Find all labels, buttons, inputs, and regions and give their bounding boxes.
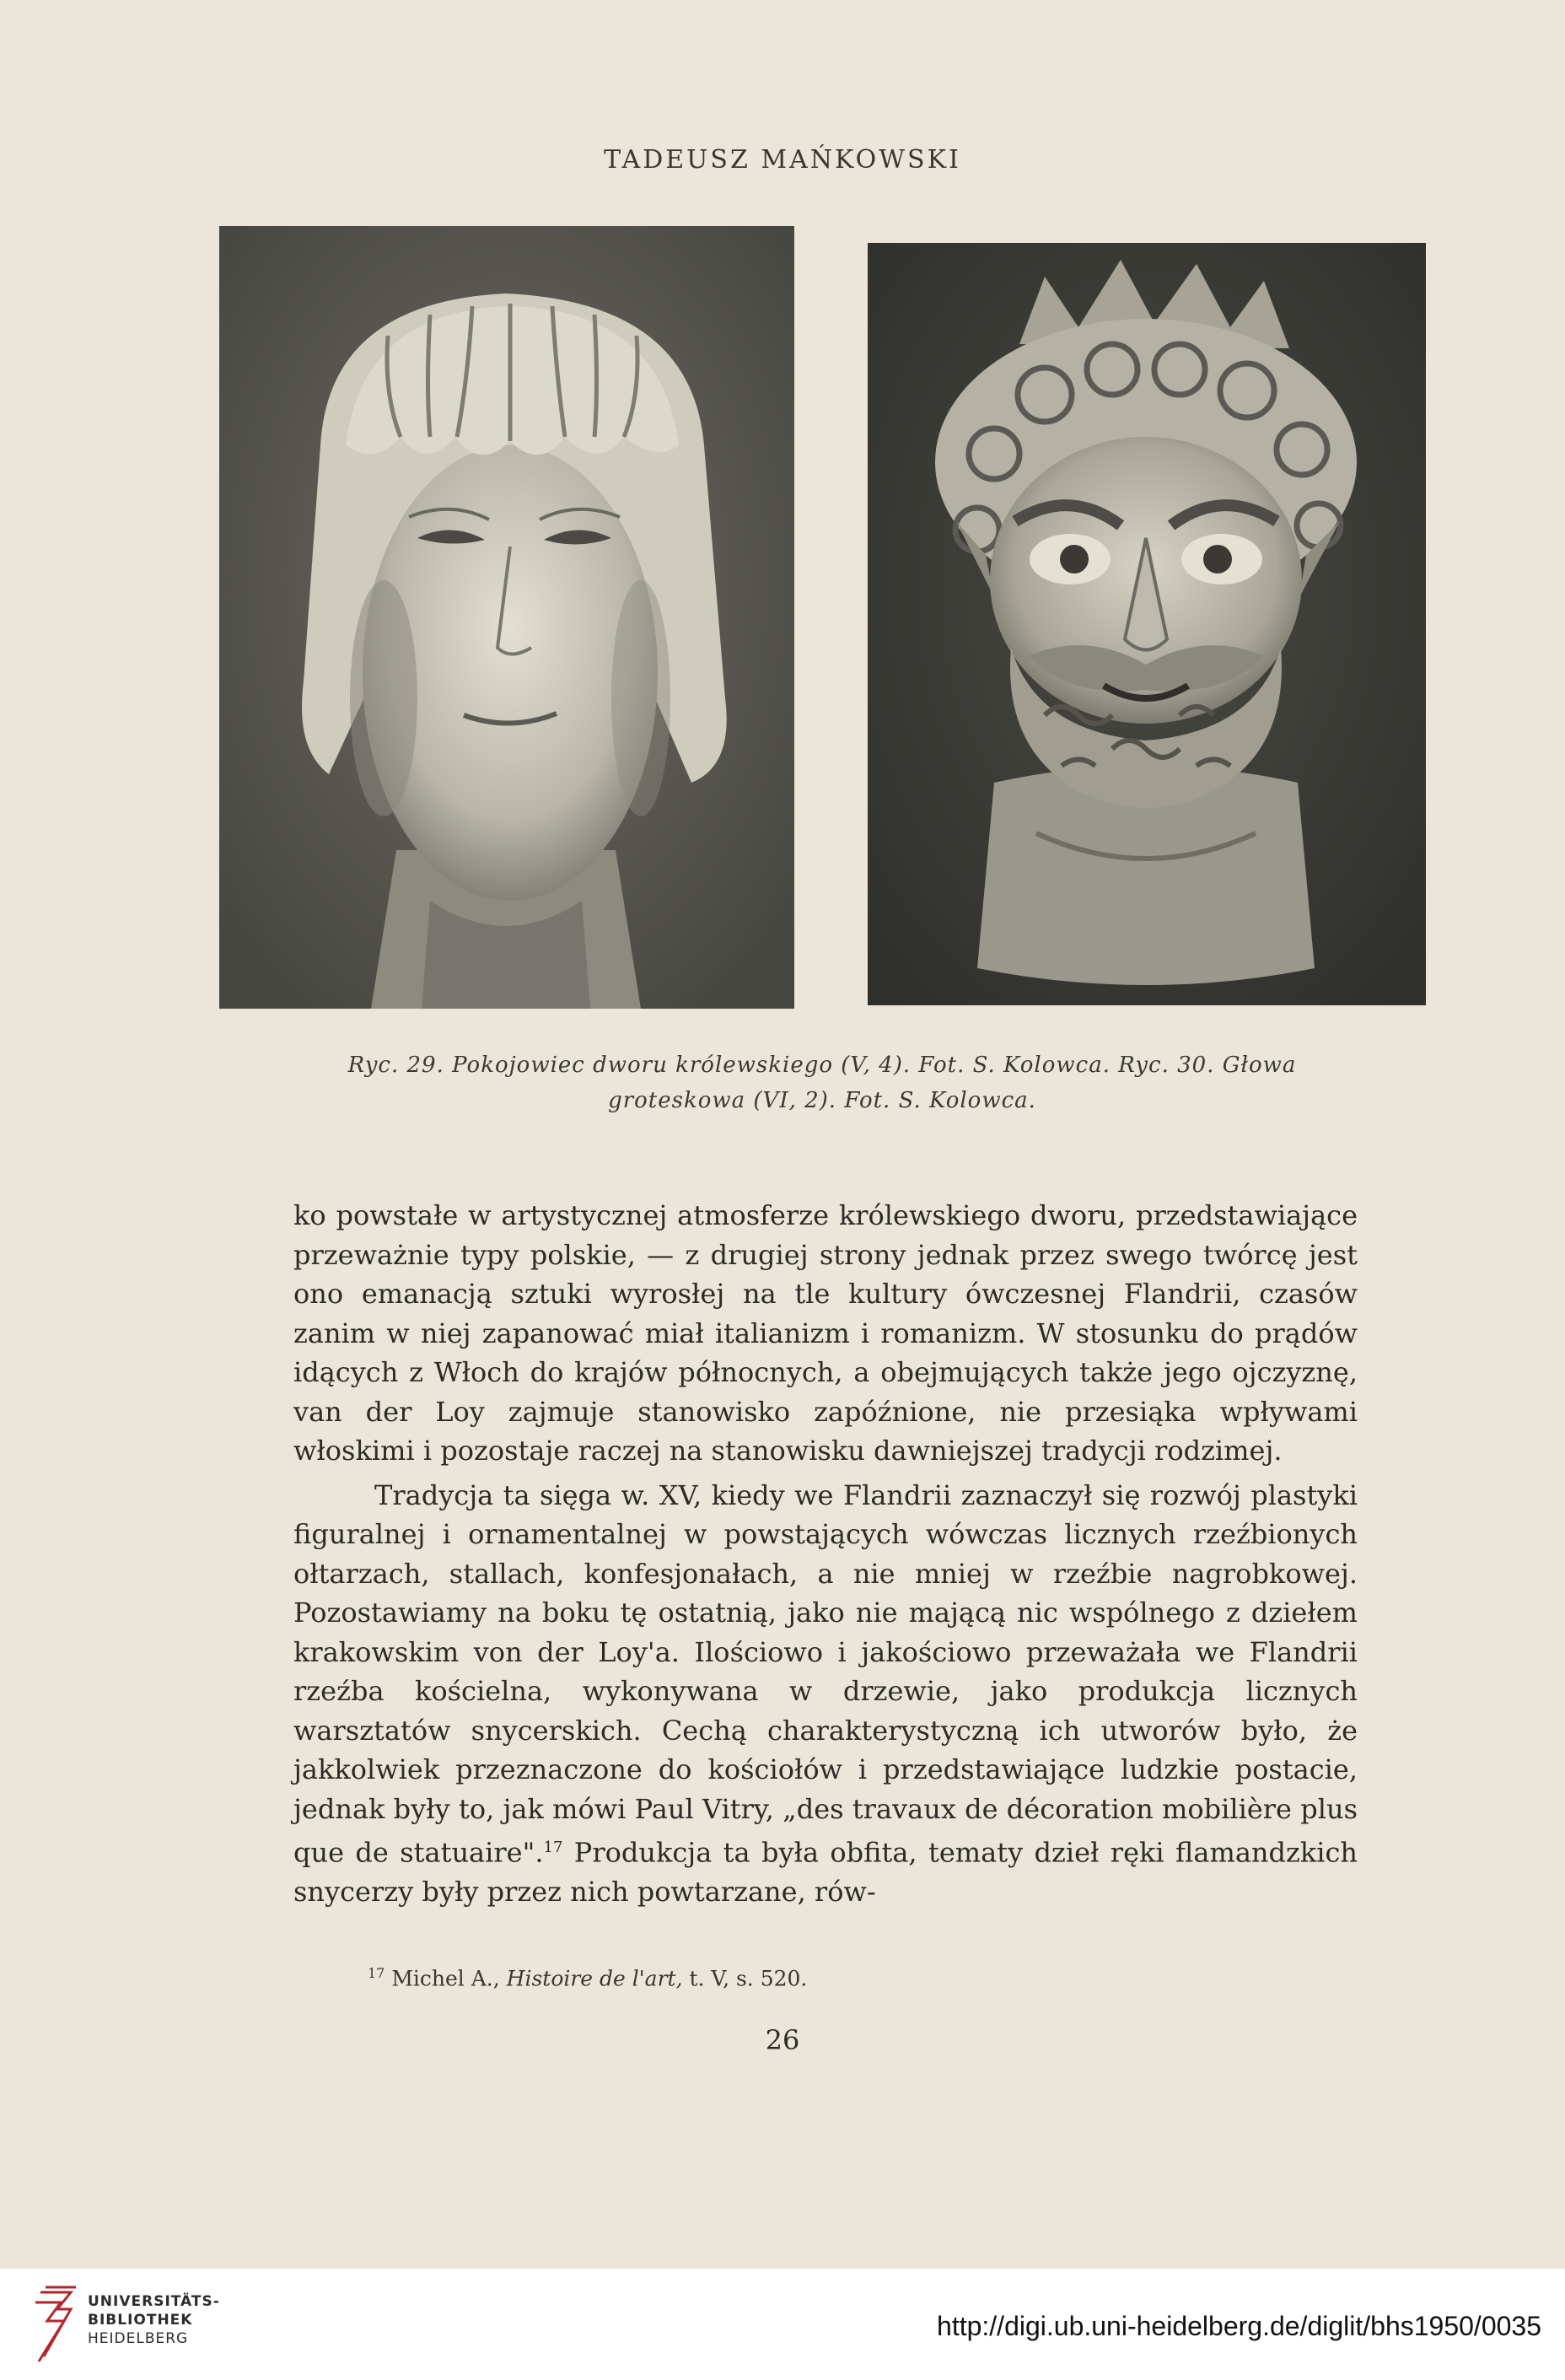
source-url-link[interactable]: http://digi.ub.uni-heidelberg.de/diglit/bhs1950/0035 [937,2311,1541,2341]
footnote-title: Histoire de l'art, [506,1966,683,1991]
paragraph-2-continuation: Produkcja ta była obfita, tematy dzieł ręki flamandzkich snycerzy były przez nich powtarzane, rów- [293,1836,1358,1909]
footnote-author: Michel A., [391,1966,507,1991]
body-text [293,1196,1358,1912]
library-name [88,2292,220,2348]
running-head: TADEUSZ MAŃKOWSKI [604,145,961,175]
library-name-line-2: BIBLIOTHEK [88,2312,193,2329]
paragraph-1: ko powstałe w artystycznej atmosferze królewskiego dworu, przedstawiające przeważnie typy polskie, — z drugiej strony jednak przez swego twórcę jest ono emanacją sztuki wyrosłej na tle kultury ówczesnej Flandrii, czasów zanim w niej zapanować miał italianizm i romanizm. W stosunku do prądów idących z Włoch do krajów północnych, a obejmujących także jego ojczyznę, van der Loy zajmuje stanowisko zapóźnione, nie przesiąka wpływami włoskimi i pozostaje raczej na stanowisku dawniejszej tradycji rodzimej. [293,1199,1358,1467]
library-name-line-3: HEIDELBERG [88,2330,189,2347]
footnote-reference: 17 [543,1839,563,1856]
figure-caption [287,1047,1358,1118]
paragraph-2-text: Tradycja ta sięga w. XV, kiedy we Flandrii zaznaczył się rozwój plastyki figuralnej i ornamentalnej w powstających wówczas licznych rzeźbionych ołtarzach, stallach, konfesjonałach, a nie mniej w rzeźbie nagrobkowej. Pozostawiamy na boku tę ostatnią, jako nie mającą nic wspólnego z dziełem krakowskim von der Loy'a. Ilościowo i jakościowo przeważała we Flandrii rzeźba kościelna, wykonywana w drzewie, jako produkcja licznych warsztatów snycerskich. Cechą charakterystyczną ich utworów było, że jakkolwiek przeznaczone do kościołów i przedstawiające ludzkie postacie, jednak były to, jak mówi Paul Vitry, „des travaux de décoration mobilière plus que de statuaire". [293,1478,1358,1869]
caption-line-2: groteskowa (VI, 2). Fot. S. Kolowca. [608,1088,1036,1113]
caption-line-1: Ryc. 29. Pokojowiec dworu królewskiego (V, 4). Fot. S. Kolowca. Ryc. 30. Głowa [347,1053,1297,1078]
library-name-line-1: UNIVERSITÄTS- [88,2293,220,2310]
figure-29-photo [219,226,794,1009]
library-logo-icon [32,2284,79,2365]
footnote-rest: t. V, s. 520. [682,1966,808,1991]
paragraph-2 [293,1476,1358,1912]
page-number: 26 [765,2024,800,2056]
footnote-number: 17 [368,1965,385,1981]
footnote [368,1965,1346,1990]
figure-30-photo [868,243,1426,1005]
